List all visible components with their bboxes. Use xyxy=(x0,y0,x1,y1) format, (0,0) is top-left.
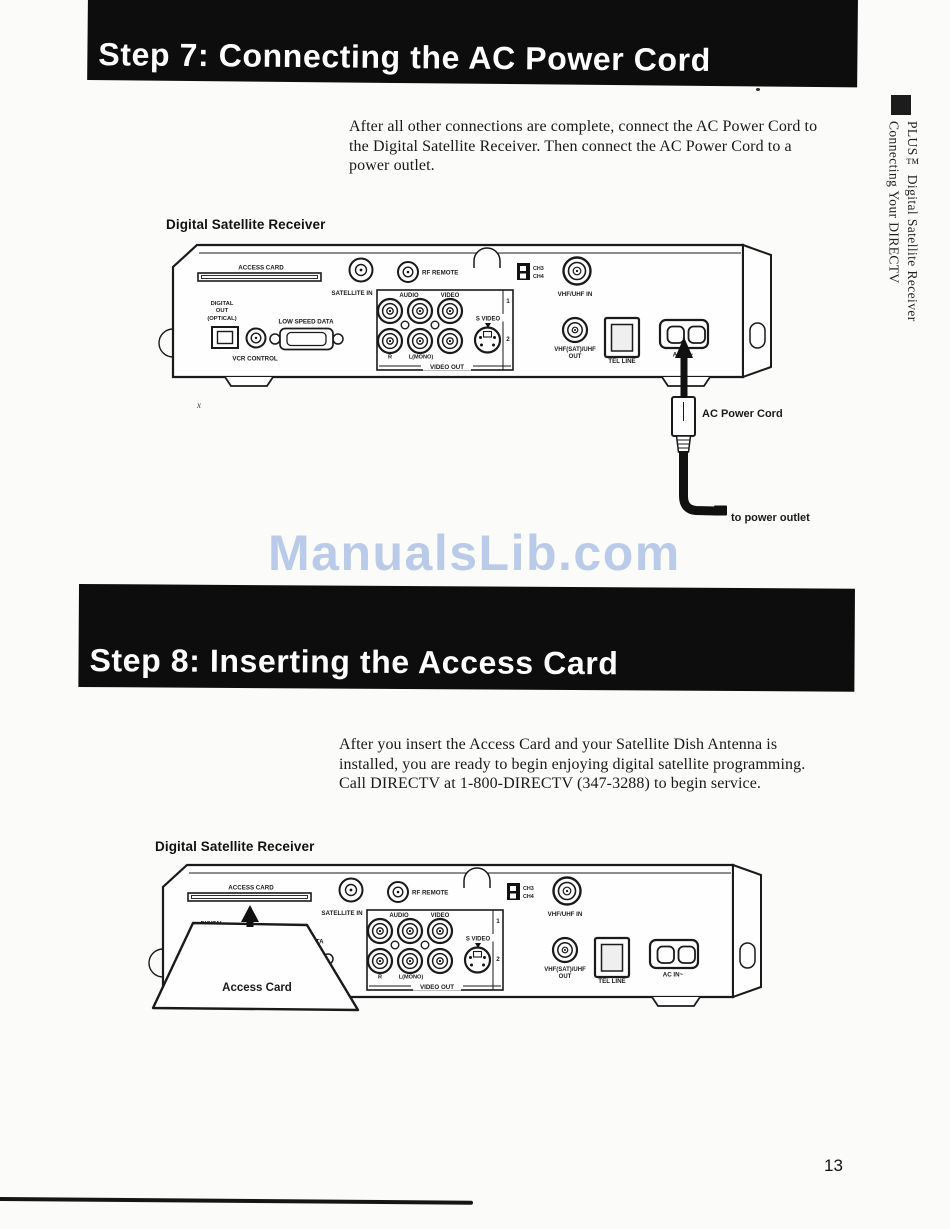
scan-artifact-line xyxy=(0,1197,473,1205)
chapter-sidebar-text xyxy=(884,121,921,761)
ac-power-cord-cable xyxy=(684,451,717,511)
chapter-sidebar-line1: Connecting Your DIRECTV xyxy=(886,121,902,284)
manualslib-watermark: ManualsLib.com xyxy=(268,525,681,581)
arrow-shaft xyxy=(681,354,688,398)
step7-paragraph-line: the Digital Satellite Receiver. Then connect the AC Power Cord to a xyxy=(349,137,792,155)
step8-paragraph xyxy=(339,735,805,794)
to-power-outlet-label: to power outlet xyxy=(731,512,810,524)
receiver-panel-instance-1 xyxy=(159,245,771,386)
ac-power-cord-label: AC Power Cord xyxy=(702,408,783,420)
step8-paragraph-line: After you insert the Access Card and your Satellite Dish Antenna is xyxy=(339,736,778,753)
diagram1-caption: Digital Satellite Receiver xyxy=(166,217,326,232)
scan-artifact-mark: x xyxy=(197,400,201,410)
scan-artifact-dot xyxy=(756,88,760,91)
step7-header-bar xyxy=(87,0,858,87)
diagram2-caption: Digital Satellite Receiver xyxy=(155,839,315,854)
step8-paragraph-line: Call DIRECTV at 1-800-DIRECTV (347-3288) to begin service. xyxy=(339,775,762,792)
cord-end xyxy=(714,506,727,516)
page-number: 13 xyxy=(824,1156,843,1175)
chapter-sidebar-line2: PLUS™ Digital Satellite Receiver xyxy=(905,121,920,322)
receiver-rear-panel-diagram-1 xyxy=(150,230,850,530)
step7-paragraph xyxy=(349,117,817,176)
step7-paragraph-line: power outlet. xyxy=(349,157,435,174)
chapter-marker-icon xyxy=(891,95,911,115)
step8-title: Step 8: Inserting the Access Card xyxy=(89,642,619,682)
receiver-rear-panel-diagram-2 xyxy=(140,855,850,1025)
step8-paragraph-line: installed, you are ready to begin enjoying digital satellite programming. xyxy=(339,755,806,773)
step8-header-bar xyxy=(78,584,855,692)
step7-title: Step 7: Connecting the AC Power Cord xyxy=(98,36,712,78)
step7-paragraph-line: After all other connections are complete, connect the AC Power Cord to xyxy=(349,118,818,135)
access-card-callout-label: Access Card xyxy=(222,982,292,994)
